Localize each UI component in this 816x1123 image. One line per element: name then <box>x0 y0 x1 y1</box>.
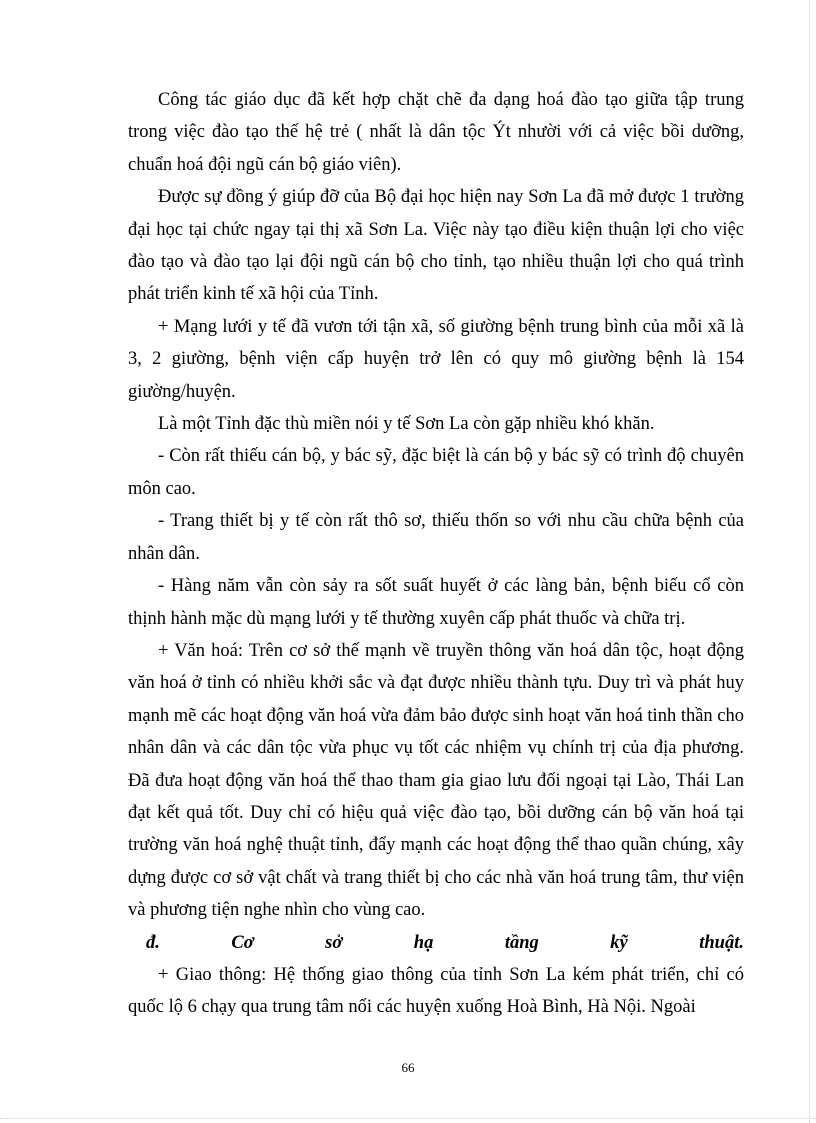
paragraph-disease: - Hàng năm vẫn còn sảy ra sốt suất huyết ở các làng bản, bệnh biếu cổ còn thịnh hành mặc dù mạng lưới y tế thường xuyên cấp phát thuốc và chữa trị. <box>128 576 744 629</box>
paragraph-education: Công tác giáo dục đã kết hợp chặt chẽ đa dạng hoá đào tạo giữa tập trung trong việc đào tạo thế hệ trẻ ( nhất là dân tộc Ýt nhười với cả việc bồi dưỡng, chuẩn hoá đội ngũ cán bộ giáo viên). <box>128 90 744 175</box>
heading-word: sở <box>325 932 343 953</box>
heading-word: tầng <box>504 932 539 953</box>
page-number: 66 <box>401 1060 415 1075</box>
page-edge-right <box>809 0 810 1123</box>
heading-word: đ. <box>146 932 160 953</box>
paragraph-health-network: + Mạng lưới y tế đã vươn tới tận xã, số giường bệnh trung bình của mỗi xã là 3, 2 giường, bệnh viện cấp huyện trở lên có quy mô giường bệnh là 154 giường/huyện. <box>128 316 744 402</box>
paragraph-health-difficulties: Là một Tỉnh đặc thù miền nói y tế Sơn La còn gặp nhiều khó khăn. <box>158 414 655 435</box>
heading-word: thuật. <box>699 932 744 953</box>
heading-word: hạ <box>413 932 434 953</box>
paragraph-transport: + Giao thông: Hệ thống giao thông của tỉnh Sơn La kém phát triển, chỉ có quốc lộ 6 chạy qua trung tâm nối các huyện xuống Hoà Bình, Hà Nội. Ngoài <box>128 964 744 1018</box>
heading-word: kỹ <box>610 932 628 953</box>
section-heading <box>128 927 744 959</box>
page-edge-bottom <box>0 1118 816 1119</box>
paragraph-equipment: - Trang thiết bị y tế còn rất thô sơ, thiếu thốn so với nhu cầu chữa bệnh của nhân dân. <box>128 511 744 564</box>
heading-word: Cơ <box>231 932 254 953</box>
paragraph-university: Được sự đồng ý giúp đỡ của Bộ đại học hiện nay Sơn La đã mở được 1 trường đại học tại chức ngay tại thị xã Sơn La. Việc này tạo điều kiện thuận lợi cho việc đào tạo và đào tạo lại đội ngũ cán bộ cho tỉnh, tạo nhiều thuận lợi cho quá trình phát triển kinh tế xã hội của Tỉnh. <box>128 187 744 305</box>
body-text <box>128 84 744 1024</box>
paragraph-staff-shortage: - Còn rất thiếu cán bộ, y bác sỹ, đặc biệt là cán bộ y bác sỹ có trình độ chuyên môn cao. <box>128 446 744 499</box>
paragraph-culture: + Văn hoá: Trên cơ sở thế mạnh về truyền thông văn hoá dân tộc, hoạt động văn hoá ở tỉnh có nhiều khởi sắc và đạt được nhiều thành tựu. Duy trì và phát huy mạnh mẽ các hoạt động văn hoá vừa đảm bảo được sinh hoạt văn hoá tinh thần cho nhân dân và các dân tộc vừa phục vụ tốt các nhiệm vụ chính trị của địa phương. Đã đưa hoạt động văn hoá thể thao tham gia giao lưu đối ngoại tại Lào, Thái Lan đạt kết quả tốt. Duy chỉ có hiệu quả việc đào tạo, bồi dưỡng cán bộ văn hoá tại trường văn hoá nghệ thuật tỉnh, đẩy mạnh các hoạt động thể thao quần chúng, xây dựng được cơ sở vật chất và trang thiết bị cho các nhà văn hoá trung tâm, thư viện và phương tiện nghe nhìn cho vùng cao. <box>128 640 745 921</box>
